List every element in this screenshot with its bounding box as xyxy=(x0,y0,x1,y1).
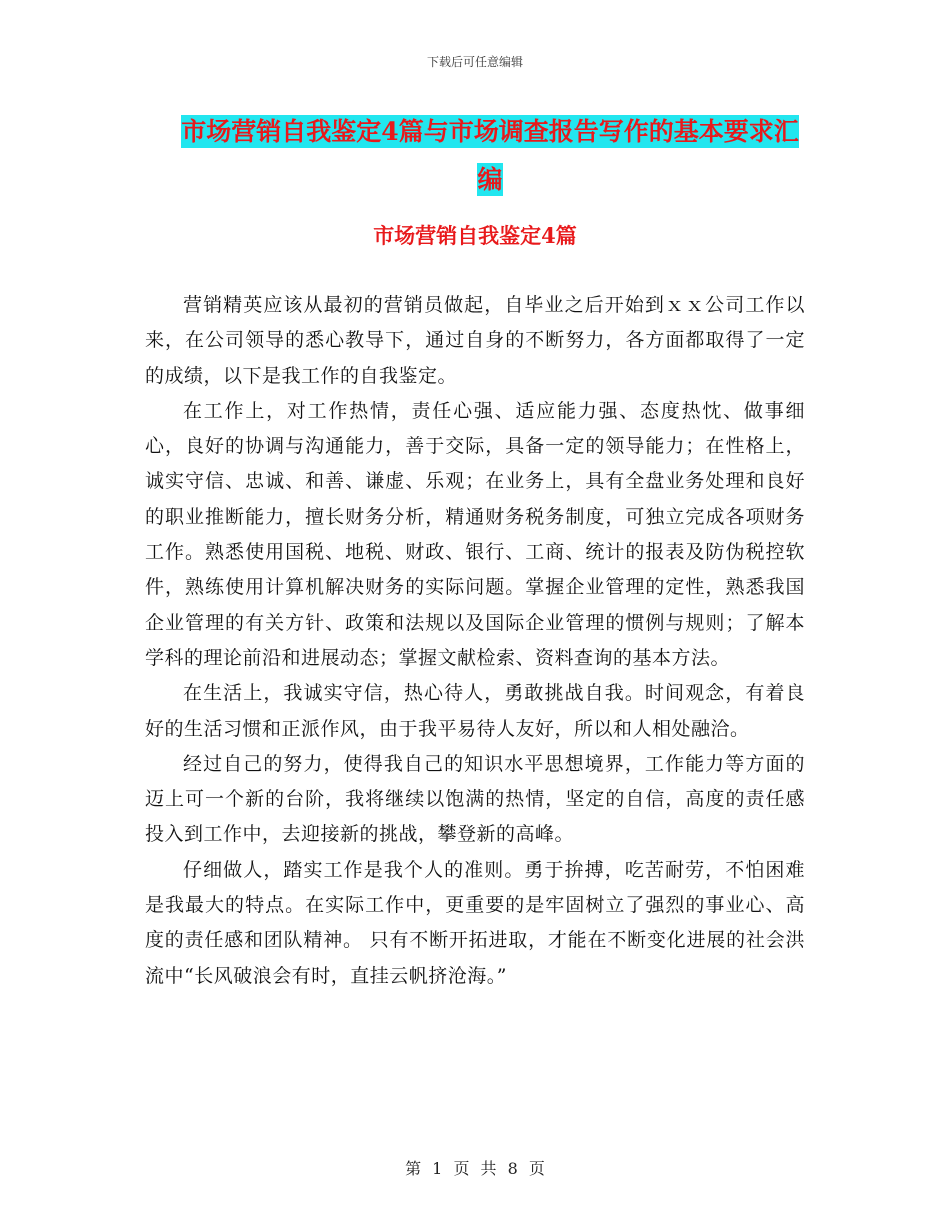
page-footer: 第 1 页 共 8 页 xyxy=(405,1159,545,1178)
document-body xyxy=(145,288,805,994)
section-title: 市场营销自我鉴定4篇 xyxy=(373,223,577,248)
paragraph-3: 在生活上，我诚实守信，热心待人，勇敢挑战自我。时间观念，有着良好的生活习惯和正派作风，由于我平易待人友好，所以和人相处融洽。 xyxy=(145,682,805,740)
paragraph-5: 仔细做人，踏实工作是我个人的准则。勇于拚搏，吃苦耐劳，不怕困难是我最大的特点。在实际工作中，更重要的是牢固树立了强烈的事业心、高度的责任感和团队精神。 只有不断开拓进取，才能在不断变化进展的社会洪流中“长风破浪会有时，直挂云帆挤沧海。” xyxy=(145,858,805,987)
document-title-text: 市场营销自我鉴定4篇与市场调查报告写作的基本要求汇编 xyxy=(181,117,799,194)
paragraph-4: 经过自己的努力，使得我自己的知识水平思想境界，工作能力等方面的迈上可一个新的台阶，我将继续以饱满的热情，坚定的自信，高度的责任感投入到工作中，去迎接新的挑战，攀登新的高峰。 xyxy=(145,752,805,846)
document-title xyxy=(170,108,810,204)
paragraph-1: 营销精英应该从最初的营销员做起，自毕业之后开始到ｘｘ公司工作以来，在公司领导的悉心教导下，通过自身的不断努力，各方面都取得了一定的成绩，以下是我工作的自我鉴定。 xyxy=(145,294,805,387)
header-note: 下载后可任意编辑 xyxy=(426,55,523,69)
paragraph-2: 在工作上，对工作热情，责任心强、适应能力强、态度热忱、做事细心，良好的协调与沟通能力，善于交际，具备一定的领导能力；在性格上，诚实守信、忠诚、和善、谦虚、乐观；在业务上，具有全盘业务处理和良好的职业推断能力，擅长财务分析，精通财务税务制度，可独立完成各项财务工作。熟悉使用国税、地税、财政、银行、工商、统计的报表及防伪税控软件，熟练使用计算机解决财务的实际问题。掌握企业管理的定性，熟悉我国企业管理的有关方针、政策和法规以及国际企业管理的惯例与规则；了解本学科的理论前沿和进展动态；掌握文献检索、资料查询的基本方法。 xyxy=(145,399,805,669)
